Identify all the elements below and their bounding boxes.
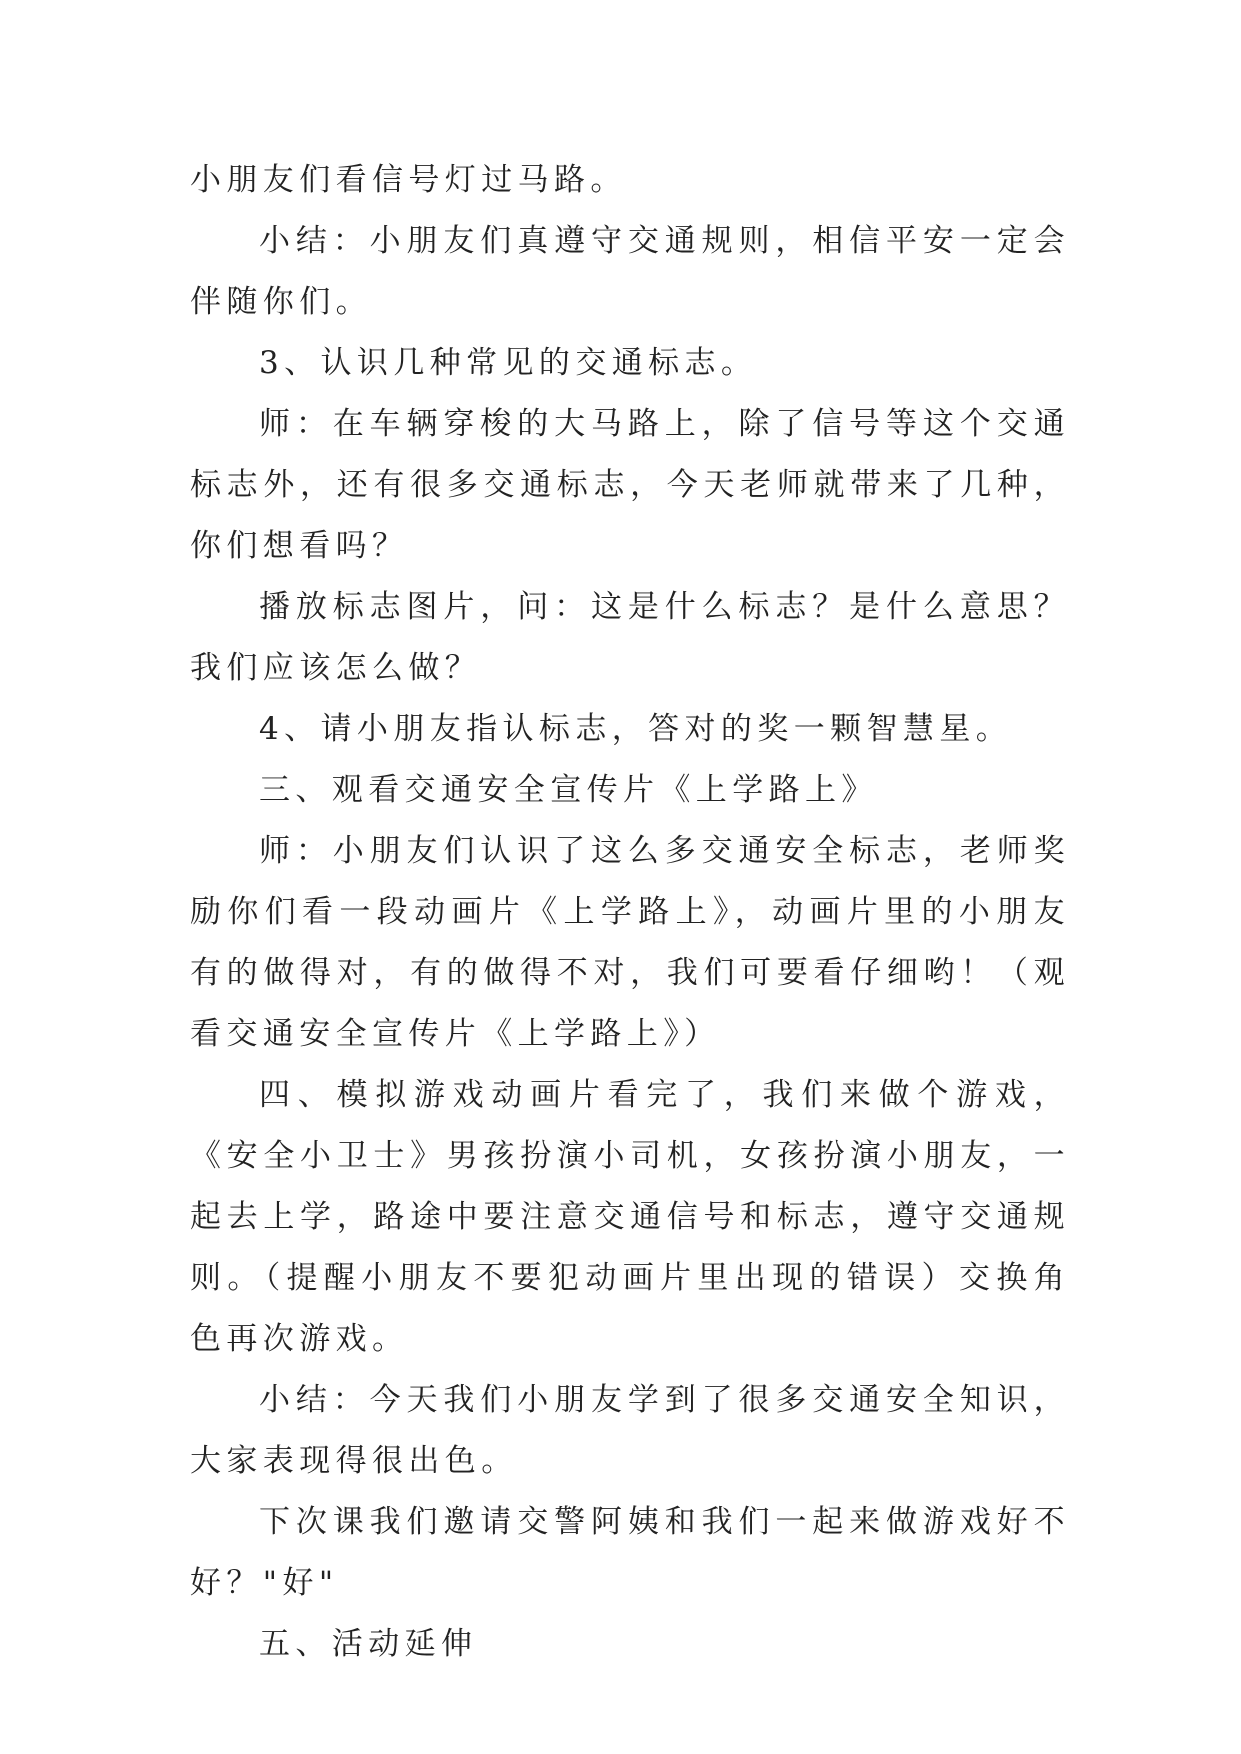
- paragraph: 播放标志图片，问：这是什么标志？是什么意思？我们应该怎么做？: [190, 589, 1070, 686]
- document-page: [190, 150, 1070, 1675]
- section-heading: 五、活动延伸: [259, 1626, 478, 1662]
- paragraph: 小结：今天我们小朋友学到了很多交通安全知识，大家表现得很出色。: [190, 1382, 1070, 1479]
- paragraph: 四、模拟游戏动画片看完了，我们来做个游戏，《安全小卫士》男孩扮演小司机，女孩扮演小朋友，一起去上学，路途中要注意交通信号和标志，遵守交通规则。（提醒小朋友不要犯动画片里出现的错误）交换角色再次游戏。: [190, 1077, 1070, 1357]
- section-heading: 3、认识几种常见的交通标志。: [259, 345, 758, 381]
- paragraph: 下次课我们邀请交警阿姨和我们一起来做游戏好不好？"好": [190, 1504, 1070, 1601]
- section-heading: 三、观看交通安全宣传片《上学路上》: [259, 772, 878, 808]
- paragraph: 师：小朋友们认识了这么多交通安全标志，老师奖励你们看一段动画片《上学路上》，动画片里的小朋友有的做得对，有的做得不对，我们可要看仔细哟！（观看交通安全宣传片《上学路上》）: [190, 833, 1070, 1052]
- paragraph: 小朋友们看信号灯过马路。: [190, 162, 627, 198]
- section-heading: 4、请小朋友指认标志，答对的奖一颗智慧星。: [259, 711, 1013, 747]
- paragraph: 小结：小朋友们真遵守交通规则，相信平安一定会伴随你们。: [190, 223, 1070, 320]
- paragraph: 师：在车辆穿梭的大马路上，除了信号等这个交通标志外，还有很多交通标志，今天老师就带来了几种，你们想看吗？: [190, 406, 1070, 564]
